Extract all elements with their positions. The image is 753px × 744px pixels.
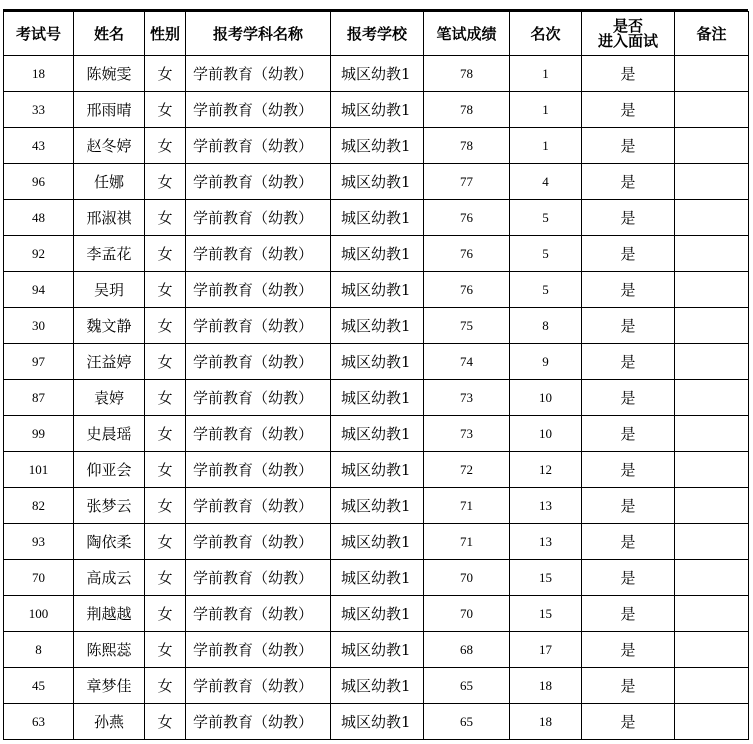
cell-name[interactable]: 高成云	[74, 560, 145, 596]
cell-rank[interactable]: 4	[510, 164, 582, 200]
table-row	[4, 164, 749, 200]
cell-subject[interactable]: 学前教育（幼教）	[186, 596, 331, 632]
cell-school[interactable]: 城区幼教1	[331, 56, 424, 92]
header-row	[4, 12, 749, 56]
header-subject[interactable]: 报考学科名称	[186, 12, 331, 56]
cell-rank[interactable]: 1	[510, 92, 582, 128]
cell-exam-no[interactable]: 100	[4, 596, 74, 632]
table-row	[4, 200, 749, 236]
cell-exam-no[interactable]: 99	[4, 416, 74, 452]
cell-school[interactable]: 城区幼教1	[331, 128, 424, 164]
cell-rank[interactable]: 10	[510, 416, 582, 452]
cell-remarks[interactable]	[675, 524, 749, 560]
cell-rank[interactable]: 15	[510, 596, 582, 632]
cell-exam-no[interactable]: 33	[4, 92, 74, 128]
cell-interview[interactable]: 是	[582, 92, 675, 128]
cell-subject[interactable]: 学前教育（幼教）	[186, 308, 331, 344]
cell-subject[interactable]: 学前教育（幼教）	[186, 668, 331, 704]
cell-score[interactable]: 70	[424, 596, 510, 632]
cell-school[interactable]: 城区幼教1	[331, 416, 424, 452]
cell-school[interactable]: 城区幼教1	[331, 524, 424, 560]
cell-interview[interactable]: 是	[582, 308, 675, 344]
cell-score[interactable]: 77	[424, 164, 510, 200]
cell-subject[interactable]: 学前教育（幼教）	[186, 56, 331, 92]
cell-score[interactable]: 78	[424, 92, 510, 128]
cell-remarks[interactable]	[675, 236, 749, 272]
cell-name[interactable]: 汪益婷	[74, 344, 145, 380]
cell-gender[interactable]: 女	[145, 560, 186, 596]
table-row	[4, 308, 749, 344]
cell-score[interactable]: 74	[424, 344, 510, 380]
cell-interview[interactable]: 是	[582, 416, 675, 452]
cell-rank[interactable]: 5	[510, 200, 582, 236]
cell-name[interactable]: 陶依柔	[74, 524, 145, 560]
header-gender[interactable]: 性别	[145, 12, 186, 56]
cell-interview[interactable]: 是	[582, 200, 675, 236]
cell-school[interactable]: 城区幼教1	[331, 560, 424, 596]
cell-interview[interactable]: 是	[582, 164, 675, 200]
cell-score[interactable]: 78	[424, 128, 510, 164]
cell-exam-no[interactable]: 63	[4, 704, 74, 740]
cell-remarks[interactable]	[675, 632, 749, 668]
header-rank[interactable]: 名次	[510, 12, 582, 56]
cell-interview[interactable]: 是	[582, 596, 675, 632]
cell-name[interactable]: 陈熙蕊	[74, 632, 145, 668]
cell-interview[interactable]: 是	[582, 128, 675, 164]
cell-gender[interactable]: 女	[145, 632, 186, 668]
cell-gender[interactable]: 女	[145, 668, 186, 704]
table-row	[4, 560, 749, 596]
cell-gender[interactable]: 女	[145, 128, 186, 164]
cell-score[interactable]: 65	[424, 668, 510, 704]
header-interview-line1: 是否	[612, 16, 643, 35]
cell-rank[interactable]: 5	[510, 272, 582, 308]
cell-exam-no[interactable]: 92	[4, 236, 74, 272]
header-interview[interactable]	[582, 12, 675, 56]
table-row	[4, 488, 749, 524]
cell-subject[interactable]: 学前教育（幼教）	[186, 416, 331, 452]
cell-exam-no[interactable]: 96	[4, 164, 74, 200]
cell-interview[interactable]: 是	[582, 632, 675, 668]
table-row	[4, 596, 749, 632]
cell-gender[interactable]: 女	[145, 200, 186, 236]
cell-remarks[interactable]	[675, 560, 749, 596]
cell-interview[interactable]: 是	[582, 272, 675, 308]
cell-subject[interactable]: 学前教育（幼教）	[186, 200, 331, 236]
cell-score[interactable]: 76	[424, 272, 510, 308]
cell-rank[interactable]: 5	[510, 236, 582, 272]
cell-rank[interactable]: 18	[510, 668, 582, 704]
cell-exam-no[interactable]: 18	[4, 56, 74, 92]
cell-name[interactable]: 孙燕	[74, 704, 145, 740]
cell-name[interactable]: 荆越越	[74, 596, 145, 632]
cell-exam-no[interactable]: 48	[4, 200, 74, 236]
cell-school[interactable]: 城区幼教1	[331, 92, 424, 128]
cell-name[interactable]: 袁婷	[74, 380, 145, 416]
cell-gender[interactable]: 女	[145, 380, 186, 416]
cell-interview[interactable]: 是	[582, 236, 675, 272]
cell-score[interactable]: 70	[424, 560, 510, 596]
cell-gender[interactable]: 女	[145, 92, 186, 128]
table-row	[4, 524, 749, 560]
cell-exam-no[interactable]: 97	[4, 344, 74, 380]
cell-gender[interactable]: 女	[145, 164, 186, 200]
cell-score[interactable]: 71	[424, 524, 510, 560]
table-row	[4, 452, 749, 488]
table-row	[4, 128, 749, 164]
cell-remarks[interactable]	[675, 416, 749, 452]
cell-gender[interactable]: 女	[145, 416, 186, 452]
cell-name[interactable]: 魏文静	[74, 308, 145, 344]
cell-subject[interactable]: 学前教育（幼教）	[186, 704, 331, 740]
table-row	[4, 344, 749, 380]
cell-score[interactable]: 75	[424, 308, 510, 344]
cell-school[interactable]: 城区幼教1	[331, 164, 424, 200]
table-body	[4, 56, 749, 740]
cell-exam-no[interactable]: 93	[4, 524, 74, 560]
header-name[interactable]: 姓名	[74, 12, 145, 56]
cell-subject[interactable]: 学前教育（幼教）	[186, 488, 331, 524]
cell-rank[interactable]: 1	[510, 56, 582, 92]
cell-remarks[interactable]	[675, 380, 749, 416]
cell-interview[interactable]: 是	[582, 344, 675, 380]
header-exam-no[interactable]: 考试号	[4, 12, 74, 56]
cell-interview[interactable]: 是	[582, 704, 675, 740]
cell-name[interactable]: 吴玥	[74, 272, 145, 308]
cell-score[interactable]: 76	[424, 200, 510, 236]
table-row	[4, 236, 749, 272]
cell-remarks[interactable]	[675, 164, 749, 200]
cell-subject[interactable]: 学前教育（幼教）	[186, 344, 331, 380]
cell-school[interactable]: 城区幼教1	[331, 380, 424, 416]
cell-school[interactable]: 城区幼教1	[331, 272, 424, 308]
cell-rank[interactable]: 18	[510, 704, 582, 740]
cell-gender[interactable]: 女	[145, 56, 186, 92]
cell-subject[interactable]: 学前教育（幼教）	[186, 560, 331, 596]
header-score[interactable]: 笔试成绩	[424, 12, 510, 56]
cell-remarks[interactable]	[675, 272, 749, 308]
cell-gender[interactable]: 女	[145, 344, 186, 380]
cell-remarks[interactable]	[675, 344, 749, 380]
cell-name[interactable]: 陈婉雯	[74, 56, 145, 92]
cell-school[interactable]: 城区幼教1	[331, 236, 424, 272]
cell-name[interactable]: 邢淑祺	[74, 200, 145, 236]
header-school[interactable]: 报考学校	[331, 12, 424, 56]
cell-name[interactable]: 仰亚会	[74, 452, 145, 488]
cell-interview[interactable]: 是	[582, 452, 675, 488]
cell-interview[interactable]: 是	[582, 560, 675, 596]
cell-score[interactable]: 78	[424, 56, 510, 92]
cell-gender[interactable]: 女	[145, 452, 186, 488]
cell-rank[interactable]: 15	[510, 560, 582, 596]
cell-school[interactable]: 城区幼教1	[331, 200, 424, 236]
cell-school[interactable]: 城区幼教1	[331, 344, 424, 380]
cell-exam-no[interactable]: 70	[4, 560, 74, 596]
cell-interview[interactable]: 是	[582, 56, 675, 92]
cell-school[interactable]: 城区幼教1	[331, 704, 424, 740]
cell-subject[interactable]: 学前教育（幼教）	[186, 236, 331, 272]
cell-gender[interactable]: 女	[145, 596, 186, 632]
cell-remarks[interactable]	[675, 128, 749, 164]
header-remarks[interactable]: 备注	[675, 12, 749, 56]
cell-gender[interactable]: 女	[145, 236, 186, 272]
cell-remarks[interactable]	[675, 704, 749, 740]
cell-school[interactable]: 城区幼教1	[331, 632, 424, 668]
cell-gender[interactable]: 女	[145, 488, 186, 524]
cell-rank[interactable]: 9	[510, 344, 582, 380]
cell-remarks[interactable]	[675, 308, 749, 344]
cell-exam-no[interactable]: 82	[4, 488, 74, 524]
cell-rank[interactable]: 1	[510, 128, 582, 164]
cell-exam-no[interactable]: 87	[4, 380, 74, 416]
cell-school[interactable]: 城区幼教1	[331, 596, 424, 632]
cell-subject[interactable]: 学前教育（幼教）	[186, 272, 331, 308]
cell-exam-no[interactable]: 8	[4, 632, 74, 668]
cell-school[interactable]: 城区幼教1	[331, 488, 424, 524]
cell-rank[interactable]: 8	[510, 308, 582, 344]
cell-name[interactable]: 史晨瑶	[74, 416, 145, 452]
cell-exam-no[interactable]: 43	[4, 128, 74, 164]
cell-remarks[interactable]	[675, 452, 749, 488]
table-row	[4, 632, 749, 668]
cell-rank[interactable]: 13	[510, 524, 582, 560]
cell-rank[interactable]: 13	[510, 488, 582, 524]
cell-exam-no[interactable]: 45	[4, 668, 74, 704]
cell-name[interactable]: 赵冬婷	[74, 128, 145, 164]
cell-exam-no[interactable]: 30	[4, 308, 74, 344]
cell-score[interactable]: 68	[424, 632, 510, 668]
cell-exam-no[interactable]: 94	[4, 272, 74, 308]
cell-remarks[interactable]	[675, 56, 749, 92]
cell-score[interactable]: 72	[424, 452, 510, 488]
cell-rank[interactable]: 12	[510, 452, 582, 488]
table-row	[4, 56, 749, 92]
cell-remarks[interactable]	[675, 488, 749, 524]
table-row	[4, 668, 749, 704]
cell-school[interactable]: 城区幼教1	[331, 668, 424, 704]
cell-school[interactable]: 城区幼教1	[331, 452, 424, 488]
cell-name[interactable]: 张梦云	[74, 488, 145, 524]
cell-gender[interactable]: 女	[145, 308, 186, 344]
cell-subject[interactable]: 学前教育（幼教）	[186, 380, 331, 416]
cell-interview[interactable]: 是	[582, 668, 675, 704]
cell-score[interactable]: 71	[424, 488, 510, 524]
cell-subject[interactable]: 学前教育（幼教）	[186, 524, 331, 560]
cell-name[interactable]: 李孟花	[74, 236, 145, 272]
cell-interview[interactable]: 是	[582, 524, 675, 560]
cell-remarks[interactable]	[675, 92, 749, 128]
interview-results-table	[3, 11, 749, 740]
header-interview-line2: 进入面试	[597, 31, 658, 50]
cell-subject[interactable]: 学前教育（幼教）	[186, 164, 331, 200]
cell-remarks[interactable]	[675, 668, 749, 704]
cell-name[interactable]: 邢雨晴	[74, 92, 145, 128]
table-row	[4, 92, 749, 128]
cell-subject[interactable]: 学前教育（幼教）	[186, 632, 331, 668]
cell-gender[interactable]: 女	[145, 704, 186, 740]
cell-subject[interactable]: 学前教育（幼教）	[186, 128, 331, 164]
cell-interview[interactable]: 是	[582, 380, 675, 416]
cell-subject[interactable]: 学前教育（幼教）	[186, 452, 331, 488]
spreadsheet	[3, 11, 749, 740]
cell-remarks[interactable]	[675, 596, 749, 632]
cell-score[interactable]: 65	[424, 704, 510, 740]
cell-gender[interactable]: 女	[145, 272, 186, 308]
cell-score[interactable]: 76	[424, 236, 510, 272]
cell-subject[interactable]: 学前教育（幼教）	[186, 92, 331, 128]
cell-name[interactable]: 任娜	[74, 164, 145, 200]
cell-remarks[interactable]	[675, 200, 749, 236]
cell-interview[interactable]: 是	[582, 488, 675, 524]
cell-name[interactable]: 章梦佳	[74, 668, 145, 704]
cell-exam-no[interactable]: 101	[4, 452, 74, 488]
table-row	[4, 272, 749, 308]
cell-rank[interactable]: 17	[510, 632, 582, 668]
cell-score[interactable]: 73	[424, 380, 510, 416]
table-row	[4, 380, 749, 416]
cell-gender[interactable]: 女	[145, 524, 186, 560]
table-row	[4, 704, 749, 740]
cell-rank[interactable]: 10	[510, 380, 582, 416]
cell-score[interactable]: 73	[424, 416, 510, 452]
cell-school[interactable]: 城区幼教1	[331, 308, 424, 344]
table-row	[4, 416, 749, 452]
